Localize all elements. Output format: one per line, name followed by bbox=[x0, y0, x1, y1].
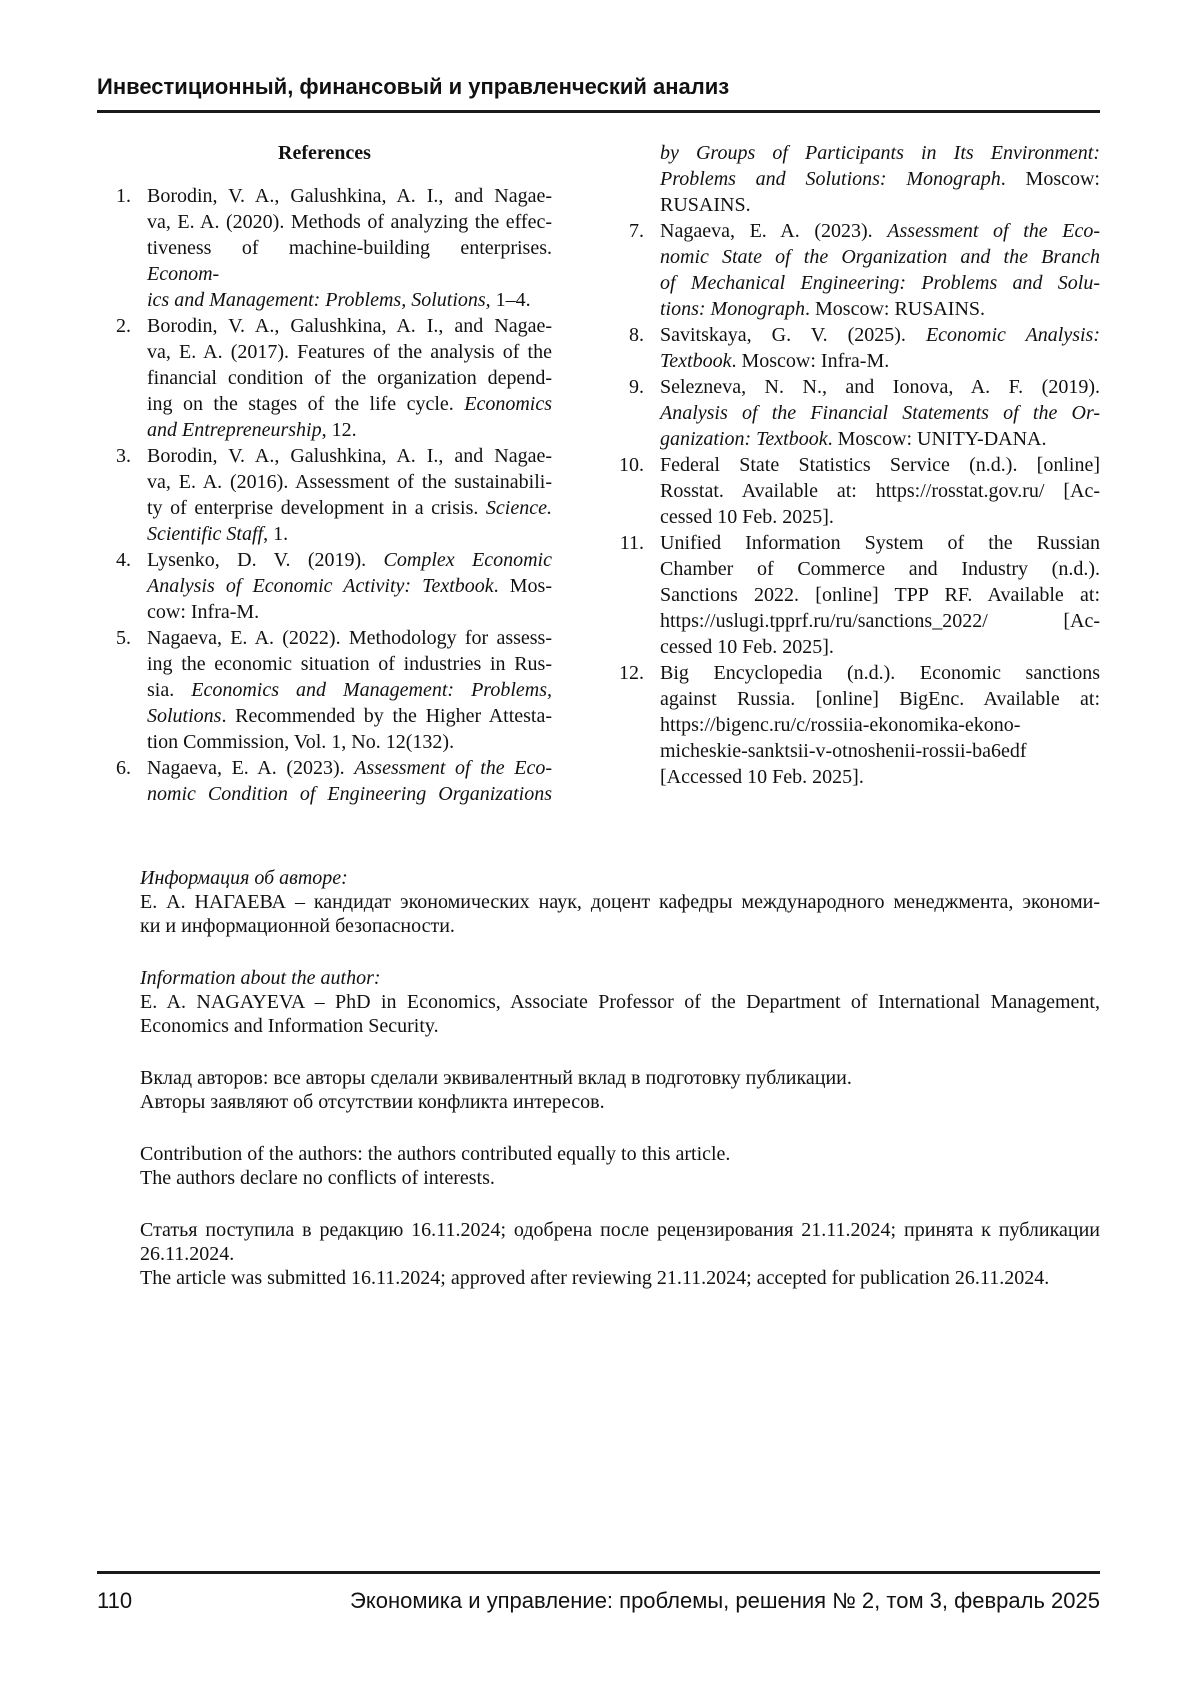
text-line bbox=[147, 209, 552, 235]
italic-text-segment: Econom- bbox=[147, 263, 220, 285]
reference-item bbox=[97, 755, 552, 807]
reference-item bbox=[97, 443, 552, 547]
text-line bbox=[660, 712, 1100, 738]
reference-number: 11. bbox=[619, 532, 644, 554]
reference-item bbox=[610, 218, 1100, 322]
article-dates bbox=[140, 1218, 1100, 1290]
text-segment: ing the economic situation of industries in Rus- bbox=[147, 653, 552, 675]
text-segment: E. A. NAGAYEVA – PhD in Economics, Associate Professor of the Department of International Management, bbox=[140, 991, 1100, 1013]
contribution-en bbox=[140, 1142, 1100, 1190]
text-segment: Nagaeva, E. A. (2022). Methodology for assess- bbox=[147, 627, 552, 649]
text-segment: . Moscow: bbox=[1000, 168, 1100, 190]
text-segment: Вклад авторов: все авторы сделали эквивалентный вклад в подготовку публикации. bbox=[140, 1067, 852, 1089]
text-segment: Federal State Statistics Service (n.d.). [online] bbox=[660, 454, 1100, 476]
reference-item bbox=[97, 625, 552, 755]
references-section bbox=[97, 140, 1100, 807]
text-line bbox=[660, 660, 1100, 686]
text-line bbox=[140, 1142, 1100, 1166]
text-line bbox=[147, 183, 552, 209]
text-segment: ty of enterprise development in a crisis. bbox=[147, 497, 486, 519]
references-list-left bbox=[97, 183, 552, 807]
text-line bbox=[660, 166, 1100, 192]
author-information-section bbox=[140, 866, 1100, 1318]
text-segment: micheskie-sanktsii-v-otnoshenii-rossii-ba6edf bbox=[660, 740, 1027, 762]
reference-item bbox=[97, 547, 552, 625]
text-line bbox=[660, 686, 1100, 712]
text-segment: Sanctions 2022. [online] TPP RF. Available at: bbox=[660, 584, 1100, 606]
text-line bbox=[140, 890, 1100, 914]
text-line bbox=[660, 426, 1100, 452]
text-segment: cessed 10 Feb. 2025]. bbox=[660, 636, 834, 658]
reference-number: 7. bbox=[629, 220, 644, 242]
footer-journal-title: Экономика и управление: проблемы, решения № 2, том 3, февраль 2025 bbox=[350, 1588, 1100, 1613]
reference-number: 3. bbox=[116, 445, 131, 467]
text-line bbox=[660, 270, 1100, 296]
italic-text-segment: ics and Management: Problems, Solutions bbox=[147, 289, 486, 311]
italic-text-segment: Информация об авторе: bbox=[140, 867, 348, 889]
text-segment: Nagaeva, E. A. (2023). bbox=[147, 757, 355, 779]
text-line bbox=[660, 244, 1100, 270]
reference-number: 9. bbox=[629, 376, 644, 398]
text-segment: Авторы заявляют об отсутствии конфликта интересов. bbox=[140, 1091, 605, 1113]
author-info-ru bbox=[140, 866, 1100, 938]
text-line bbox=[140, 1066, 1100, 1090]
text-segment: ки и информационной безопасности. bbox=[140, 915, 455, 937]
text-segment: Borodin, V. A., Galushkina, A. I., and Nagae- bbox=[147, 445, 552, 467]
text-line bbox=[147, 599, 552, 625]
text-line bbox=[660, 504, 1100, 530]
text-segment: https://bigenc.ru/c/rossiia-ekonomika-ekono- bbox=[660, 714, 1021, 736]
text-segment: va, E. A. (2020). Methods of analyzing the effec- bbox=[147, 211, 552, 233]
text-segment: . Moscow: UNITY-DANA. bbox=[827, 428, 1047, 450]
page-footer bbox=[97, 1571, 1100, 1614]
text-segment: Savitskaya, G. V. (2025). bbox=[660, 324, 926, 346]
reference-number: 2. bbox=[116, 315, 131, 337]
text-segment: Lysenko, D. V. (2019). bbox=[147, 549, 384, 571]
text-segment: , 1. bbox=[263, 523, 289, 545]
text-line bbox=[140, 1166, 1100, 1190]
text-line bbox=[147, 573, 552, 599]
reference-item bbox=[97, 313, 552, 443]
text-line bbox=[147, 755, 552, 781]
text-segment: financial condition of the organization depend- bbox=[147, 367, 552, 389]
reference-number: 5. bbox=[116, 627, 131, 649]
text-line bbox=[147, 703, 552, 729]
reference-number: 1. bbox=[116, 185, 131, 207]
italic-text-segment: Textbook bbox=[660, 350, 732, 372]
text-line bbox=[140, 1014, 1100, 1038]
text-segment: Nagaeva, E. A. (2023). bbox=[660, 220, 888, 242]
text-line bbox=[660, 322, 1100, 348]
reference-number: 12. bbox=[619, 662, 644, 684]
text-line bbox=[660, 452, 1100, 478]
text-segment: Unified Information System of the Russian bbox=[660, 532, 1100, 554]
text-line bbox=[140, 866, 1100, 890]
text-segment: Rosstat. Available at: https://rosstat.gov.ru/ [Ac- bbox=[660, 480, 1100, 502]
italic-text-segment: Solutions bbox=[147, 705, 222, 727]
italic-text-segment: ganization: Textbook bbox=[660, 428, 828, 450]
reference-number: 8. bbox=[629, 324, 644, 346]
text-segment: Contribution of the authors: the authors contributed equally to this article. bbox=[140, 1143, 731, 1165]
text-line bbox=[660, 556, 1100, 582]
text-line bbox=[147, 417, 552, 443]
reference-item bbox=[97, 183, 552, 313]
text-segment: sia. bbox=[147, 679, 192, 701]
italic-text-segment: Science. bbox=[485, 497, 552, 519]
text-line bbox=[147, 287, 552, 313]
text-line bbox=[147, 339, 552, 365]
text-line bbox=[147, 651, 552, 677]
text-line bbox=[147, 391, 552, 417]
text-segment: Selezneva, N. N., and Ionova, A. F. (2019). bbox=[660, 376, 1100, 398]
text-segment: va, E. A. (2017). Features of the analysis of the bbox=[147, 341, 552, 363]
text-segment: Borodin, V. A., Galushkina, A. I., and Nagae- bbox=[147, 185, 552, 207]
reference-item bbox=[610, 660, 1100, 790]
text-line bbox=[147, 313, 552, 339]
reference-item bbox=[610, 140, 1100, 218]
reference-number: 6. bbox=[116, 757, 131, 779]
text-line bbox=[660, 218, 1100, 244]
text-segment: . Recommended by the Higher Attesta- bbox=[221, 705, 552, 727]
italic-text-segment: Scientific Staff bbox=[147, 523, 264, 545]
text-line bbox=[147, 677, 552, 703]
text-segment: Статья поступила в редакцию 16.11.2024; одобрена после рецензирования 21.11.2024; принята к публикации bbox=[140, 1219, 1100, 1241]
text-line bbox=[147, 729, 552, 755]
text-line bbox=[147, 625, 552, 651]
text-line bbox=[140, 1090, 1100, 1114]
text-segment: 26.11.2024. bbox=[140, 1243, 235, 1265]
italic-text-segment: Assessment of the Eco- bbox=[354, 757, 552, 779]
text-line bbox=[660, 296, 1100, 322]
text-line bbox=[140, 990, 1100, 1014]
text-segment: Е. А. НАГАЕВА – кандидат экономических наук, доцент кафедры международного менеджмента, экономи- bbox=[140, 891, 1100, 913]
text-line bbox=[140, 1242, 1100, 1266]
text-segment: . Moscow: RUSAINS. bbox=[805, 298, 986, 320]
text-segment: The authors declare no conflicts of interests. bbox=[140, 1167, 495, 1189]
text-segment: , 12. bbox=[321, 419, 357, 441]
text-line bbox=[660, 764, 1100, 790]
reference-number: 10. bbox=[619, 454, 644, 476]
italic-text-segment: Economics bbox=[464, 393, 552, 415]
reference-item bbox=[610, 322, 1100, 374]
text-segment: va, E. A. (2016). Assessment of the sustainabili- bbox=[147, 471, 552, 493]
italic-text-segment: Economic Analysis: bbox=[925, 324, 1101, 346]
text-line bbox=[660, 140, 1100, 166]
text-line bbox=[147, 495, 552, 521]
italic-text-segment: nomic Condition of Engineering Organizations bbox=[147, 783, 552, 805]
reference-item bbox=[610, 530, 1100, 660]
text-segment: Big Encyclopedia (n.d.). Economic sanctions bbox=[660, 662, 1100, 684]
italic-text-segment: Complex Economic bbox=[383, 549, 552, 571]
text-line bbox=[660, 738, 1100, 764]
text-line bbox=[147, 781, 552, 807]
text-line bbox=[147, 469, 552, 495]
text-line bbox=[147, 235, 552, 287]
text-line bbox=[147, 521, 552, 547]
text-line bbox=[660, 400, 1100, 426]
header-rule bbox=[97, 110, 1100, 113]
footer-page-number: 110 bbox=[97, 1588, 133, 1613]
italic-text-segment: Analysis of the Financial Statements of the Or- bbox=[660, 402, 1100, 424]
text-line bbox=[660, 530, 1100, 556]
italic-text-segment: and Entrepreneurship bbox=[147, 419, 322, 441]
text-line bbox=[660, 582, 1100, 608]
references-list-right bbox=[610, 140, 1100, 790]
text-segment: tiveness of machine-building enterprises. bbox=[147, 237, 552, 259]
italic-text-segment: Problems and Solutions: Monograph bbox=[660, 168, 1001, 190]
text-line bbox=[140, 1218, 1100, 1242]
text-segment: cessed 10 Feb. 2025]. bbox=[660, 506, 834, 528]
author-info-en bbox=[140, 966, 1100, 1038]
text-line bbox=[660, 478, 1100, 504]
italic-text-segment: of Mechanical Engineering: Problems and Solu- bbox=[660, 272, 1100, 294]
text-segment: , 1–4. bbox=[485, 289, 531, 311]
references-heading: References bbox=[278, 142, 371, 164]
text-line bbox=[140, 914, 1100, 938]
text-segment: ing on the stages of the life cycle. bbox=[147, 393, 465, 415]
contribution-ru bbox=[140, 1066, 1100, 1114]
text-line bbox=[147, 365, 552, 391]
references-column-right bbox=[610, 140, 1100, 807]
text-line bbox=[660, 634, 1100, 660]
text-segment: Economics and Information Security. bbox=[140, 1015, 439, 1037]
text-line bbox=[660, 374, 1100, 400]
text-segment: Borodin, V. A., Galushkina, A. I., and Nagae- bbox=[147, 315, 552, 337]
text-segment: tion Commission, Vol. 1, No. 12(132). bbox=[147, 731, 455, 753]
italic-text-segment: tions: Monograph bbox=[660, 298, 805, 320]
text-line bbox=[147, 547, 552, 573]
reference-number: 4. bbox=[116, 549, 131, 571]
italic-text-segment: Information about the author: bbox=[140, 967, 381, 989]
text-segment: Chamber of Commerce and Industry (n.d.). bbox=[660, 558, 1100, 580]
text-segment: RUSAINS. bbox=[660, 194, 751, 216]
reference-item bbox=[610, 452, 1100, 530]
text-segment: cow: Infra-M. bbox=[147, 601, 260, 623]
text-segment: . Moscow: Infra-M. bbox=[731, 350, 890, 372]
italic-text-segment: nomic State of the Organization and the Branch bbox=[660, 246, 1100, 268]
text-line bbox=[140, 1266, 1100, 1290]
italic-text-segment: by Groups of Participants in Its Environment: bbox=[660, 142, 1100, 164]
text-line bbox=[660, 608, 1100, 634]
reference-item bbox=[610, 374, 1100, 452]
text-segment: [Accessed 10 Feb. 2025]. bbox=[660, 766, 864, 788]
italic-text-segment: Assessment of the Eco- bbox=[887, 220, 1100, 242]
text-segment: . Mos- bbox=[493, 575, 552, 597]
running-head-title: Инвестиционный, финансовый и управленческий анализ bbox=[97, 74, 730, 99]
italic-text-segment: Economics and Management: Problems, bbox=[191, 679, 553, 701]
text-segment: https://uslugi.tpprf.ru/ru/sanctions_2022/ [Ac- bbox=[660, 610, 1100, 632]
italic-text-segment: Analysis of Economic Activity: Textbook bbox=[147, 575, 494, 597]
text-line bbox=[660, 348, 1100, 374]
references-column-left bbox=[97, 140, 552, 807]
text-line bbox=[140, 966, 1100, 990]
text-line bbox=[660, 192, 1100, 218]
text-segment: The article was submitted 16.11.2024; approved after reviewing 21.11.2024; accepted for publication 26.11.2024. bbox=[140, 1267, 1050, 1289]
text-line bbox=[147, 443, 552, 469]
text-segment: against Russia. [online] BigEnc. Available at: bbox=[660, 688, 1100, 710]
